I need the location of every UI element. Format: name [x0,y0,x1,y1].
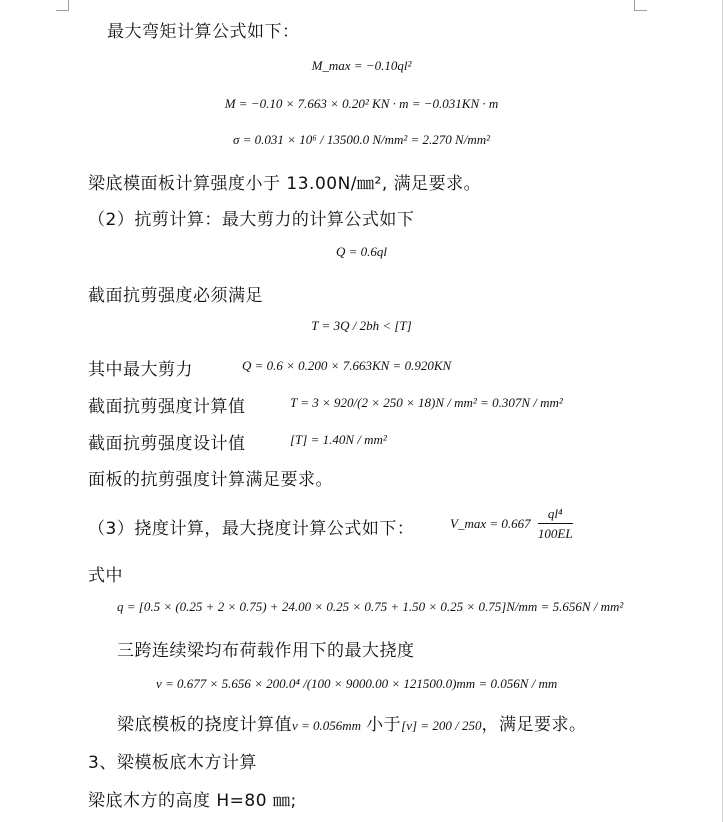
text-deflection-check-c: [v] = 200 / 250 [401,718,482,733]
text-shear-requirement: 截面抗剪强度必须满足 [88,286,263,306]
equation-deflection-value: v = 0.677 × 5.656 × 200.0⁴ /(100 × 9000.00 × 121500.0)mm = 0.056N / mm [156,676,558,691]
equation-stress: σ = 0.031 × 10⁶ / 13500.0 N/mm² = 2.270 N/mm² [232,132,491,147]
equation-shear-force: Q = 0.6ql [335,244,388,259]
equation-moment-value: M = −0.10 × 7.663 × 0.20² KN · m = −0.031KN · m [224,96,499,111]
equation-shear-design-value: [T] = 1.40N / mm² [290,432,387,447]
equation-shear-check: T = 3Q / 2bh < [T] [311,318,412,333]
text-shear-strength-ok: 面板的抗剪强度计算满足要求。 [88,470,333,490]
page-corner-mark-right [634,0,647,11]
label-shear-calc-value: 截面抗剪强度计算值 [88,397,246,417]
text-max-moment-formula-intro: 最大弯矩计算公式如下： [107,22,300,42]
equation-max-moment: M_max = −0.10ql² [311,58,412,73]
text-deflection-check [117,710,586,735]
text-bending-strength-ok: 梁底模面板计算强度小于 13.00N/㎜², 满足要求。 [88,174,482,194]
equation-uniform-load: q = [0.5 × (0.25 + 2 × 0.75) + 24.00 × 0.25 × 0.75 + 1.50 × 0.25 × 0.75]N/mm = 5.656N / mm² [117,599,624,614]
fraction-denominator: 100EL [537,526,573,541]
heading-beam-timber-calc: 3、梁模板底木方计算 [88,753,257,773]
equation-max-deflection [450,506,573,542]
fraction-numerator: ql⁴ [538,506,573,524]
equation-max-deflection-fraction [538,506,573,542]
equation-shear-calc-value: T = 3 × 920/(2 × 250 × 18)N / mm² = 0.307N / mm² [290,395,563,410]
text-where: 式中 [88,566,123,586]
text-three-span-deflection: 三跨连续梁均布荷载作用下的最大挠度 [117,641,415,661]
text-deflection-check-a: 梁底模板的挠度计算值 [117,715,292,735]
equation-max-shear-value: Q = 0.6 × 0.200 × 7.663KN = 0.920KN [242,358,452,373]
label-shear-design-value: 截面抗剪强度设计值 [88,434,246,454]
label-max-shear: 其中最大剪力 [88,360,193,380]
heading-deflection-calc: （3）挠度计算，最大挠度计算公式如下： [88,519,415,539]
equation-max-deflection-lhs: V_max = 0.667 [450,516,531,531]
text-deflection-check-v: v = 0.056mm [292,718,362,733]
text-deflection-check-d: ，满足要求。 [481,715,587,735]
text-timber-height: 梁底木方的高度 H=80 ㎜; [88,791,297,811]
text-deflection-check-b: 小于 [366,715,402,735]
heading-shear-calc: （2）抗剪计算：最大剪力的计算公式如下 [88,210,415,230]
page-corner-mark-left [56,0,69,11]
